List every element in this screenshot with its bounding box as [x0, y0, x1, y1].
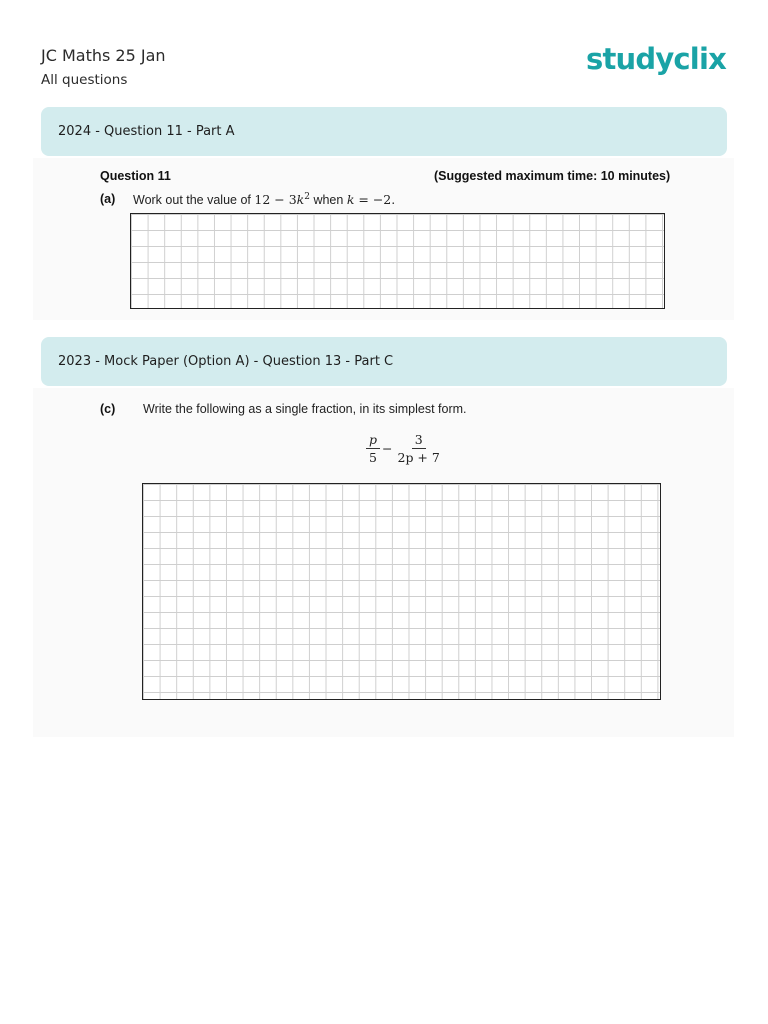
fraction-1: $\frac{p}{5}$ — [366, 432, 380, 465]
part-label: (c) — [100, 402, 116, 416]
question-label: Question 11 — [100, 169, 171, 183]
time-note: (Suggested maximum time: 10 minutes) — [434, 169, 671, 183]
question-card-2 — [33, 388, 734, 737]
part-label: (a) — [100, 192, 116, 206]
section-heading-text: 2023 - Mock Paper (Option A) - Question 13 - Part C — [58, 354, 394, 369]
question-text — [133, 192, 395, 207]
question-text-when: when — [313, 193, 344, 208]
fraction-2: $\frac{3}{2p + 7}$ — [397, 432, 440, 465]
question-text-before: Work out the value of — [133, 193, 251, 208]
math-condition: k = −2. — [346, 192, 396, 208]
answer-grid-box[interactable] — [130, 213, 665, 309]
question-text: Write the following as a single fraction, in its simplest form. — [143, 402, 467, 416]
section-heading-text: 2024 - Question 11 - Part A — [58, 124, 235, 139]
doc-subtitle: All questions — [41, 72, 128, 88]
section-heading-2 — [41, 337, 727, 386]
doc-title: JC Maths 25 Jan — [41, 46, 166, 65]
question-card-1 — [33, 158, 734, 320]
minus-operator: − — [382, 441, 393, 456]
fraction-expression — [366, 432, 443, 465]
section-heading-1 — [41, 107, 727, 156]
math-expression: $12 - 3k^2$ — [254, 192, 310, 208]
studyclix-logo: studyclix — [585, 42, 726, 76]
answer-grid-box[interactable] — [142, 483, 661, 700]
